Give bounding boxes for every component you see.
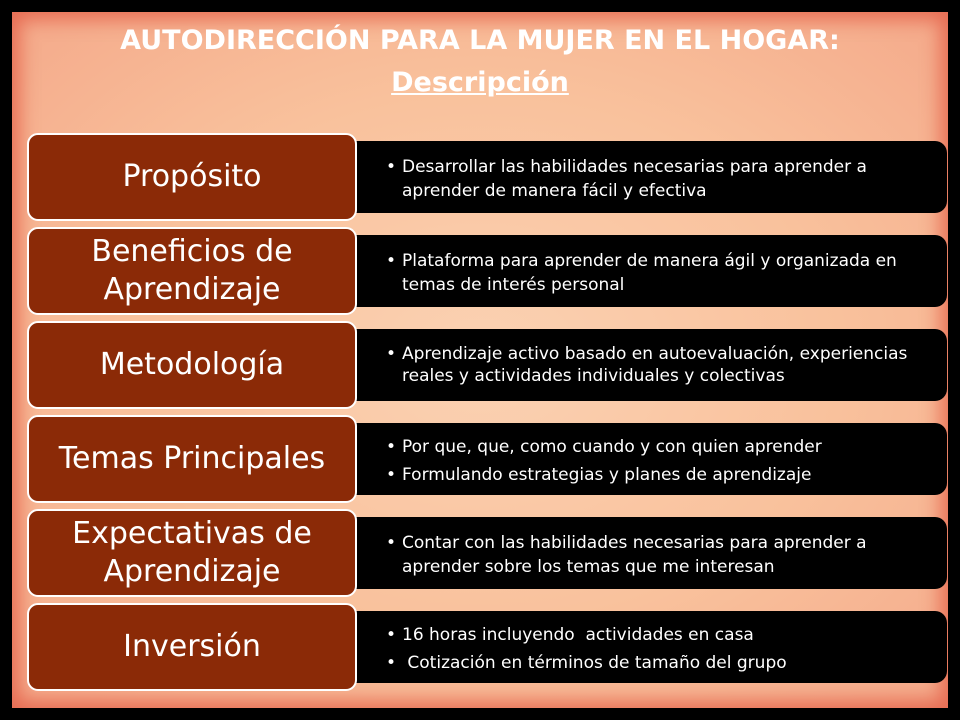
label-box: [27, 509, 357, 597]
label-box: [27, 415, 357, 503]
label-box: [27, 321, 357, 409]
slide-title: [0, 20, 960, 104]
row-proposito: [0, 133, 960, 225]
label-box: [27, 133, 357, 221]
description-box: [340, 141, 947, 213]
description-box: [340, 329, 947, 401]
row-temas: [0, 415, 960, 507]
description-box: [340, 611, 947, 683]
label-box: [27, 227, 357, 315]
bullet-item: • Aprendizaje activo basado en autoevaluación, experiencias reales y actividades individuales y colectivas: [380, 343, 927, 387]
row-beneficios: [0, 227, 960, 319]
label-text: Propósito: [122, 159, 262, 194]
bullet-item: • Desarrollar las habilidades necesarias para aprender a aprender de manera fácil y efectiva: [380, 155, 927, 203]
description-box: [340, 235, 947, 307]
bullet-item: • Cotización en términos de tamaño del grupo: [380, 651, 927, 675]
description-box: [340, 423, 947, 495]
label-text: Aprendizaje: [103, 272, 281, 307]
bullet-item: • Contar con las habilidades necesarias para aprender a aprender sobre los temas que me interesan: [380, 531, 927, 579]
label-text: Inversión: [123, 629, 261, 664]
bullet-item: • Por que, que, como cuando y con quien aprender: [380, 435, 927, 459]
bullet-item: • 16 horas incluyendo actividades en casa: [380, 623, 927, 647]
label-box: [27, 603, 357, 691]
label-text: Expectativas de: [72, 516, 312, 551]
label-text: Temas Principales: [58, 441, 326, 476]
label-text: Aprendizaje: [103, 554, 281, 589]
bullet-item: • Plataforma para aprender de manera ágil y organizada en temas de interés personal: [380, 249, 927, 297]
title-line-2: Descripción: [391, 67, 569, 98]
bullet-item: • Formulando estrategias y planes de aprendizaje: [380, 463, 927, 487]
description-box: [340, 517, 947, 589]
label-text: Beneficios de: [91, 234, 293, 269]
row-metodologia: [0, 321, 960, 413]
label-text: Metodología: [99, 347, 285, 382]
title-line-1: AUTODIRECCIÓN PARA LA MUJER EN EL HOGAR:: [120, 25, 840, 56]
row-inversion: [0, 603, 960, 695]
row-expectativas: [0, 509, 960, 601]
